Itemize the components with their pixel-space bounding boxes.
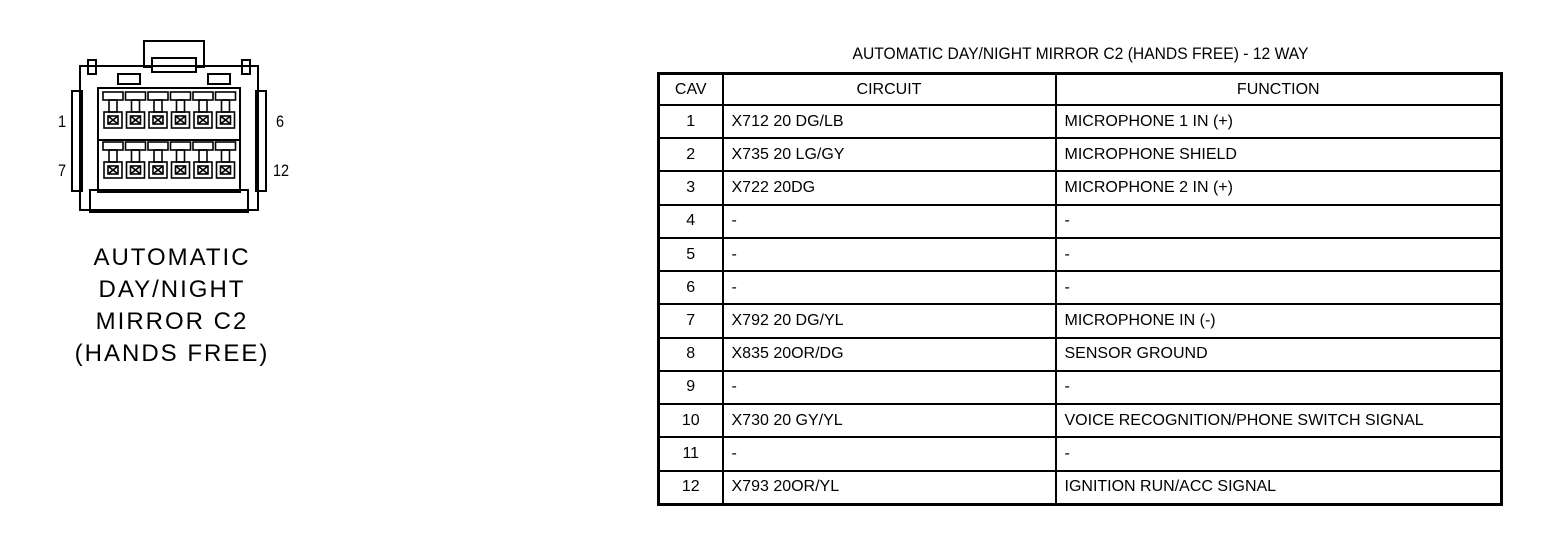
terminal-cavity: [216, 92, 236, 128]
terminal-cavity: [148, 142, 168, 178]
table-title: AUTOMATIC DAY/NIGHT MIRROR C2 (HANDS FREE) - 12 WAY: [852, 44, 1309, 63]
cell-function: MICROPHONE 1 IN (+): [1056, 105, 1502, 138]
cell-cav: 3: [659, 171, 723, 204]
cell-cav: 2: [659, 138, 723, 171]
cell-cav: 12: [659, 471, 723, 505]
cell-function: MICROPHONE IN (-): [1056, 304, 1502, 337]
table-row: [659, 404, 1502, 437]
table-row: [659, 271, 1502, 304]
cell-cav: 9: [659, 371, 723, 404]
header-function: FUNCTION: [1056, 74, 1502, 106]
cell-function: VOICE RECOGNITION/PHONE SWITCH SIGNAL: [1056, 404, 1502, 437]
pin-label-7: 7: [58, 161, 67, 180]
cell-cav: 10: [659, 404, 723, 437]
cell-function: MICROPHONE SHIELD: [1056, 138, 1502, 171]
cell-function: -: [1056, 437, 1502, 470]
header-circuit: CIRCUIT: [723, 74, 1056, 106]
pinout-table: [657, 72, 1503, 506]
terminal-cavity: [193, 142, 213, 178]
table-row: [659, 471, 1502, 505]
cell-circuit: X712 20 DG/LB: [723, 105, 1056, 138]
table-row: [659, 238, 1502, 271]
caption-line: MIRROR C2: [95, 308, 249, 335]
cell-circuit: X722 20DG: [723, 171, 1056, 204]
connector-caption: [60, 242, 284, 370]
cell-cav: 4: [659, 205, 723, 238]
cell-circuit: -: [723, 371, 1056, 404]
table-header-row: [659, 74, 1502, 106]
terminal-cavity: [126, 92, 146, 128]
table-row: [659, 371, 1502, 404]
cell-circuit: -: [723, 238, 1056, 271]
table-row: [659, 304, 1502, 337]
cell-function: MICROPHONE 2 IN (+): [1056, 171, 1502, 204]
cell-circuit: X730 20 GY/YL: [723, 404, 1056, 437]
table-row: [659, 171, 1502, 204]
header-cav: CAV: [659, 74, 723, 106]
pin-label-12: 12: [273, 161, 290, 180]
caption-line: DAY/NIGHT: [98, 276, 246, 303]
caption-line: (HANDS FREE): [74, 340, 270, 367]
cell-cav: 5: [659, 238, 723, 271]
table-row: [659, 105, 1502, 138]
terminal-cavity: [171, 142, 191, 178]
cell-function: -: [1056, 371, 1502, 404]
terminal-cavity: [171, 92, 191, 128]
table-row: [659, 437, 1502, 470]
terminal-cavity: [103, 142, 123, 178]
cell-cav: 6: [659, 271, 723, 304]
connector-diagram: [50, 36, 280, 216]
cell-function: SENSOR GROUND: [1056, 338, 1502, 371]
terminal-cavity: [216, 142, 236, 178]
cell-circuit: -: [723, 437, 1056, 470]
terminal-cavity: [193, 92, 213, 128]
cell-function: -: [1056, 238, 1502, 271]
terminal-cavity: [126, 142, 146, 178]
cell-function: IGNITION RUN/ACC SIGNAL: [1056, 471, 1502, 505]
cell-cav: 1: [659, 105, 723, 138]
cell-circuit: X735 20 LG/GY: [723, 138, 1056, 171]
caption-line: AUTOMATIC: [93, 244, 251, 271]
pin-label-6: 6: [276, 112, 285, 131]
table-row: [659, 205, 1502, 238]
pin-label-1: 1: [58, 112, 67, 131]
cell-circuit: -: [723, 205, 1056, 238]
terminal-cavity: [148, 92, 168, 128]
cell-circuit: X792 20 DG/YL: [723, 304, 1056, 337]
cell-circuit: -: [723, 271, 1056, 304]
cell-function: -: [1056, 205, 1502, 238]
cell-cav: 8: [659, 338, 723, 371]
terminal-cavity: [103, 92, 123, 128]
cell-circuit: X793 20OR/YL: [723, 471, 1056, 505]
cell-circuit: X835 20OR/DG: [723, 338, 1056, 371]
cell-function: -: [1056, 271, 1502, 304]
table-row: [659, 138, 1502, 171]
cell-cav: 7: [659, 304, 723, 337]
table-row: [659, 338, 1502, 371]
cell-cav: 11: [659, 437, 723, 470]
